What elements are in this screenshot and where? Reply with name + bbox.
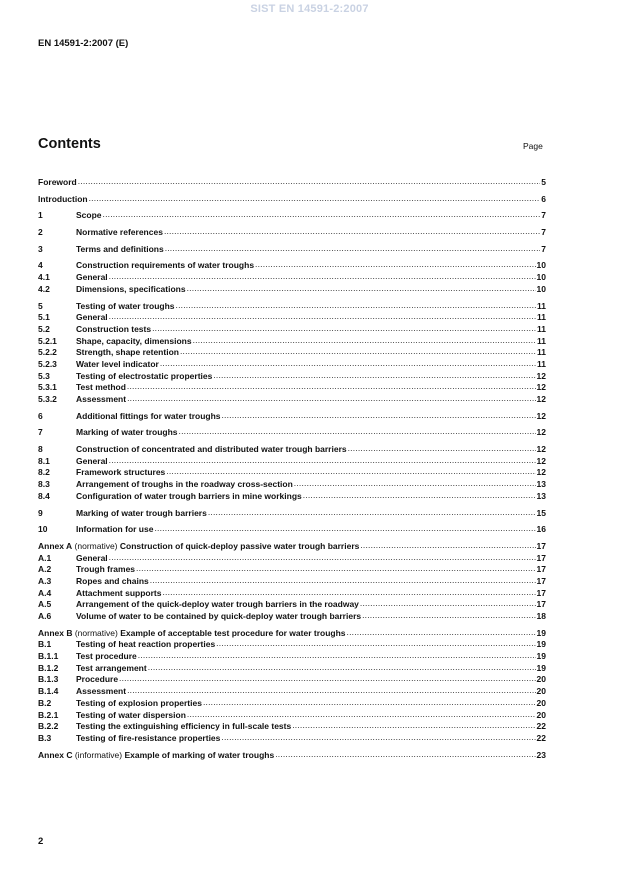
toc-group (38, 210, 546, 222)
dot-leader (216, 638, 535, 648)
toc-entry-title: Test method (76, 382, 126, 393)
toc-entry-title (38, 750, 274, 760)
toc-entry-title: Trough frames (76, 564, 136, 575)
toc-entry-page: 11 (537, 358, 546, 369)
dot-leader (150, 575, 536, 585)
toc-group (38, 411, 546, 423)
toc-entry-page: 20 (536, 674, 546, 685)
toc-entry-title: Assessment (76, 686, 127, 697)
toc-entry-title: Normative references (76, 227, 163, 238)
annex-qualifier: (normative) (72, 540, 120, 551)
toc-entry-number: B.2.2 (38, 721, 59, 732)
toc-entry[interactable] (38, 508, 546, 520)
toc-entry-number: 3 (38, 243, 43, 254)
toc-entry-title: Marking of water troughs (76, 427, 178, 438)
toc-entry-title: Strength, shape retention (76, 347, 179, 358)
toc-group (38, 244, 546, 256)
dot-leader (164, 226, 540, 236)
toc-entry-title: Additional fittings for water troughs (76, 410, 221, 421)
toc-entry-page: 10 (536, 272, 546, 283)
toc-entry-title: Scope (76, 210, 102, 221)
toc-entry-title: Testing of heat reaction properties (76, 639, 216, 650)
toc-entry-title: Introduction (38, 193, 88, 204)
toc-entry-page: 20 (536, 709, 546, 720)
toc-entry-page: 17 (536, 587, 546, 598)
toc-group (38, 444, 546, 502)
toc-entry-title: Testing of explosion properties (76, 697, 202, 708)
toc-entry-page: 12 (536, 370, 546, 381)
toc-entry-number: 8.1 (38, 455, 50, 466)
toc-group (38, 194, 546, 206)
toc-entry-title: Marking of water trough barriers (76, 507, 207, 518)
toc-entry-title: Construction requirements of water troughs (76, 260, 255, 271)
toc-entry-number: 5.2.1 (38, 335, 57, 346)
dot-leader (294, 478, 536, 488)
dot-leader (187, 709, 536, 719)
toc-entry-number: A.3 (38, 575, 52, 586)
toc-entry-number: B.1.1 (38, 651, 59, 662)
toc-entry-number: B.3 (38, 732, 52, 743)
dot-leader (360, 598, 536, 608)
toc-entry-number: B.1.3 (38, 674, 59, 685)
toc-entry-number: B.1.4 (38, 686, 59, 697)
toc-entry[interactable] (38, 177, 546, 189)
toc-entry-number: A.2 (38, 564, 52, 575)
toc-entry-title: Shape, capacity, dimensions (76, 335, 192, 346)
toc-entry-page: 11 (537, 323, 546, 334)
toc-entry-title: Attachment supports (76, 587, 162, 598)
annex-title: Example of acceptable test procedure for water troughs (120, 627, 346, 638)
toc-entry-title: Information for use (76, 524, 154, 535)
toc-entry-number: B.1.2 (38, 662, 59, 673)
page-column-label: Page (523, 141, 543, 151)
toc-entry-page: 7 (541, 210, 546, 221)
toc-entry-page: 19 (536, 627, 546, 638)
toc-entry-number: 5.2 (38, 323, 50, 334)
toc-entry-title: Foreword (38, 177, 77, 187)
dot-leader (160, 358, 536, 368)
dot-leader (165, 243, 541, 253)
toc-entry-page: 17 (536, 564, 546, 575)
toc-entry-number: 5.1 (38, 312, 50, 323)
toc-entry-title: Construction of concentrated and distributed water trough barriers (76, 444, 347, 455)
table-of-contents (38, 177, 546, 766)
dot-leader (148, 662, 536, 672)
toc-entry-page: 15 (536, 507, 546, 518)
dot-leader (303, 490, 536, 500)
toc-entry-number: 4.2 (38, 283, 50, 294)
annex-label: Annex B (38, 627, 73, 638)
dot-leader (360, 540, 535, 550)
dot-leader (127, 381, 536, 391)
toc-entry-page: 17 (536, 552, 546, 563)
toc-entry-number: A.6 (38, 611, 52, 621)
toc-group (38, 628, 546, 745)
dot-leader (138, 650, 536, 660)
toc-entry-title: Testing the extinguishing efficiency in full-scale tests (76, 721, 292, 732)
toc-entry-page: 12 (536, 444, 546, 455)
toc-entry-number: 2 (38, 227, 43, 238)
toc-entry-title: Configuration of water trough barriers in mine workings (76, 490, 302, 501)
toc-entry-page: 17 (536, 575, 546, 586)
toc-entry-page: 20 (536, 686, 546, 697)
toc-entry-page: 19 (536, 651, 546, 662)
toc-entry[interactable] (38, 227, 546, 239)
toc-entry-number: 5.2.3 (38, 358, 57, 369)
annex-qualifier: (normative) (72, 627, 121, 638)
toc-entry-title: Testing of water troughs (76, 300, 175, 311)
dot-leader (203, 697, 536, 707)
toc-entry-page: 17 (536, 599, 546, 610)
toc-entry-number: 8.3 (38, 479, 50, 490)
toc-entry-title: Test arrangement (76, 662, 147, 673)
toc-entry-page: 20 (536, 697, 546, 708)
toc-entry-page: 12 (536, 394, 546, 404)
dot-leader (119, 673, 535, 683)
toc-entry-number: 4 (38, 260, 43, 271)
dot-leader (208, 507, 536, 517)
toc-entry-number: 5.3.2 (38, 394, 57, 404)
dot-leader (348, 443, 536, 453)
dot-leader (154, 523, 535, 533)
toc-entry-title: General (76, 552, 108, 563)
toc-entry[interactable] (38, 524, 546, 536)
dot-leader (180, 346, 536, 356)
toc-entry-title: Water level indicator (76, 358, 159, 369)
dot-leader (78, 176, 541, 186)
toc-entry-number: 8 (38, 444, 43, 455)
toc-entry-page: 13 (536, 479, 546, 490)
annex-qualifier: (informative) (72, 749, 125, 760)
toc-entry-number: 9 (38, 507, 43, 518)
dot-leader (103, 209, 541, 219)
dot-leader (176, 300, 536, 310)
toc-entry-number: 4.1 (38, 272, 50, 283)
dot-leader (193, 335, 536, 345)
toc-group (38, 260, 546, 295)
toc-entry[interactable] (38, 733, 546, 745)
toc-entry-title: Procedure (76, 674, 119, 685)
dot-leader (362, 610, 535, 620)
toc-entry-number: A.1 (38, 552, 52, 563)
toc-entry-title (38, 628, 346, 638)
toc-entry-title (38, 541, 359, 551)
toc-entry-page: 22 (536, 721, 546, 732)
dot-leader (275, 749, 535, 759)
toc-entry[interactable] (38, 491, 546, 503)
toc-entry-number: 7 (38, 427, 43, 438)
toc-entry-title: General (76, 272, 108, 283)
toc-entry-title: Testing of electrostatic properties (76, 370, 213, 381)
toc-group (38, 227, 546, 239)
annex-title: Example of marking of water troughs (124, 749, 275, 760)
toc-entry-number: B.2 (38, 697, 52, 708)
dot-leader (187, 283, 536, 293)
toc-entry[interactable] (38, 427, 546, 439)
toc-entry-number: B.2.1 (38, 709, 59, 720)
toc-entry-number: 10 (38, 524, 48, 535)
toc-entry[interactable] (38, 611, 546, 623)
toc-entry-page: 19 (536, 662, 546, 673)
dot-leader (213, 370, 535, 380)
toc-entry-title: Volume of water to be contained by quick-deploy water trough barriers (76, 611, 362, 621)
page-number: 2 (38, 836, 44, 847)
toc-entry-page: 17 (536, 540, 546, 551)
dot-leader (109, 455, 536, 465)
toc-entry-page: 6 (541, 193, 546, 204)
toc-entry-page: 13 (536, 490, 546, 501)
dot-leader (109, 311, 536, 321)
dot-leader (347, 627, 536, 637)
toc-entry-number: B.1 (38, 639, 52, 650)
toc-entry-number: 5.2.2 (38, 347, 57, 358)
toc-entry-page: 12 (536, 467, 546, 478)
toc-entry[interactable] (38, 750, 546, 762)
toc-entry-page: 16 (536, 524, 546, 535)
toc-entry-number: 5.3 (38, 370, 50, 381)
toc-entry-title: General (76, 455, 108, 466)
toc-entry-title: Framework structures (76, 467, 166, 478)
toc-entry-title: Testing of water dispersion (76, 709, 186, 720)
dot-leader (109, 552, 536, 562)
watermark: SIST EN 14591-2:2007 (250, 3, 369, 15)
dot-leader (222, 410, 536, 420)
toc-entry-page: 11 (537, 335, 546, 346)
toc-entry-number: 6 (38, 410, 43, 421)
toc-entry-title: Construction tests (76, 323, 152, 334)
toc-entry-title: Test procedure (76, 651, 137, 662)
dot-leader (221, 732, 535, 742)
toc-group (38, 750, 546, 762)
toc-entry-page: 12 (536, 410, 546, 421)
toc-entry-number: 8.4 (38, 490, 50, 501)
annex-label: Annex A (38, 540, 73, 551)
toc-entry-page: 11 (537, 300, 546, 311)
toc-entry-title: Terms and definitions (76, 243, 164, 254)
toc-entry-page: 12 (536, 382, 546, 393)
toc-group (38, 427, 546, 439)
annex-label: Annex C (38, 749, 73, 760)
contents-title: Contents (38, 136, 101, 152)
toc-entry-page: 7 (541, 227, 546, 238)
toc-entry-title: Arrangement of the quick-deploy water trough barriers in the roadway (76, 599, 359, 610)
toc-entry-page: 7 (541, 243, 546, 254)
dot-leader (136, 563, 535, 573)
toc-entry-number: 8.2 (38, 467, 50, 478)
toc-group (38, 301, 546, 406)
toc-entry-page: 12 (536, 455, 546, 466)
toc-entry[interactable] (38, 194, 546, 206)
toc-entry-number: 1 (38, 210, 43, 221)
toc-entry-number: A.5 (38, 599, 52, 610)
toc-entry-page: 12 (536, 427, 546, 438)
dot-leader (292, 720, 535, 730)
dot-leader (179, 426, 536, 436)
toc-entry[interactable] (38, 394, 546, 406)
toc-entry[interactable] (38, 244, 546, 256)
dot-leader (152, 323, 536, 333)
toc-entry-page: 5 (541, 177, 546, 187)
toc-entry-title: Ropes and chains (76, 575, 149, 586)
dot-leader (255, 259, 535, 269)
toc-entry-page: 22 (536, 732, 546, 743)
dot-leader (162, 587, 535, 597)
toc-entry-page: 18 (536, 611, 546, 621)
toc-entry[interactable] (38, 411, 546, 423)
dot-leader (127, 393, 535, 403)
toc-group (38, 508, 546, 520)
dot-leader (89, 193, 541, 203)
toc-entry-number: 5 (38, 300, 43, 311)
toc-group (38, 541, 546, 623)
toc-entry-page: 10 (536, 260, 546, 271)
toc-group (38, 524, 546, 536)
toc-entry-title: General (76, 312, 108, 323)
toc-entry-page: 23 (536, 749, 546, 760)
toc-entry-page: 10 (536, 283, 546, 294)
toc-group (38, 177, 546, 189)
toc-entry-page: 19 (536, 639, 546, 650)
toc-entry-page: 11 (537, 312, 546, 323)
dot-leader (166, 466, 535, 476)
toc-entry-number: A.4 (38, 587, 52, 598)
toc-entry-number: 5.3.1 (38, 382, 57, 393)
dot-leader (109, 271, 536, 281)
toc-entry-title: Arrangement of troughs in the roadway cross-section (76, 479, 293, 490)
toc-entry-title: Dimensions, specifications (76, 283, 186, 294)
toc-entry-title: Assessment (76, 394, 127, 404)
toc-entry-title: Testing of fire-resistance properties (76, 732, 221, 743)
document-id: EN 14591-2:2007 (E) (38, 38, 129, 49)
dot-leader (127, 685, 535, 695)
toc-entry-page: 11 (537, 347, 546, 358)
annex-title: Construction of quick-deploy passive water trough barriers (119, 540, 360, 551)
toc-entry[interactable] (38, 284, 546, 296)
toc-entry[interactable] (38, 210, 546, 222)
